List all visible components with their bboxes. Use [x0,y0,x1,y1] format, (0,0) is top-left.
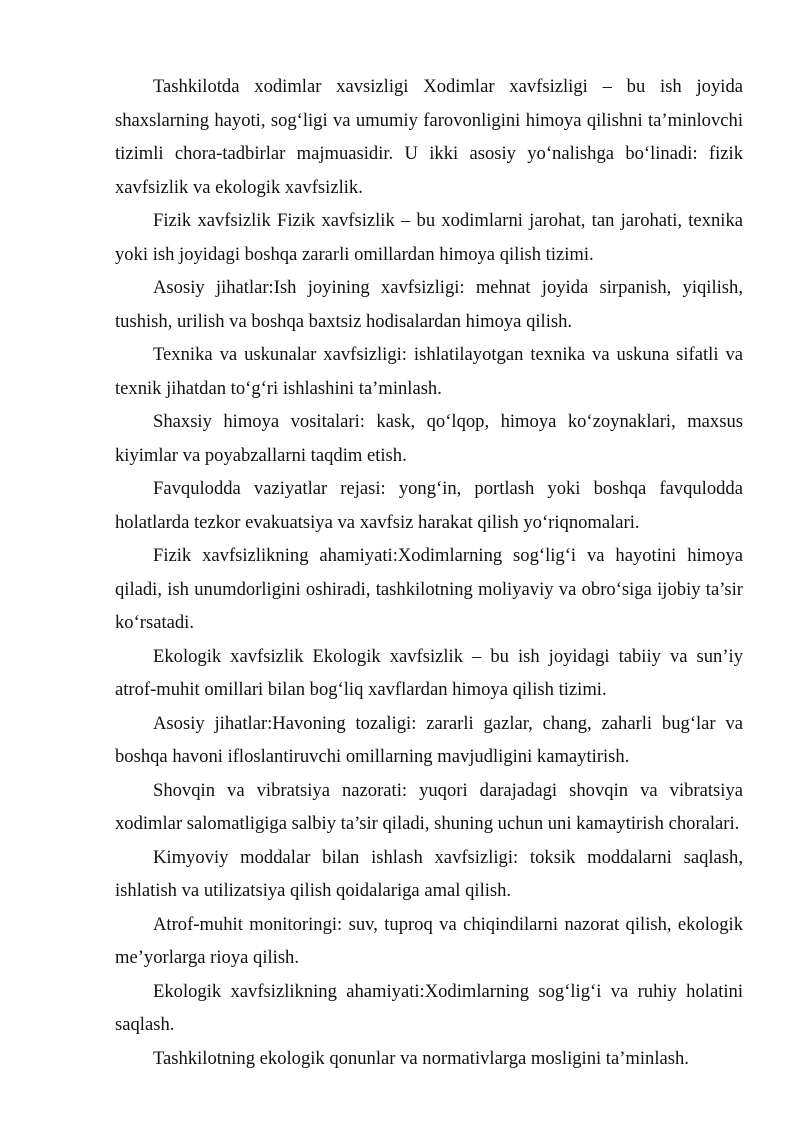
paragraph-environment-monitoring: Atrof-muhit monitoringi: suv, tuproq va chiqindilarni nazorat qilish, ekologik me’yorlarga rioya qilish. [115,913,743,968]
paragraph-protective-equipment: Shaxsiy himoya vositalari: kask, qo‘lqop, himoya ko‘zoynaklari, maxsus kiyimlar va poyabzallarni taqdim etish. [115,411,743,466]
paragraph-equipment-safety: Texnika va uskunalar xavfsizligi: ishlatilayotgan texnika va uskuna sifatli va texnik jihatdan to‘g‘ri ishlashini ta’minlash. [115,344,743,399]
paragraph-physical-importance: Fizik xavfsizlikning ahamiyati:Xodimlarning sog‘lig‘i va hayotini himoya qiladi, ish unumdorligini oshiradi, tashkilotning moliyaviy va obro‘siga ijobiy ta’sir ko‘rsatadi. [115,545,743,633]
paragraph-emergency-plan: Favqulodda vaziyatlar rejasi: yong‘in, portlash yoki boshqa favqulodda holatlarda tezkor evakuatsiya va xavfsiz harakat qilish yo‘riqnomalari. [115,478,743,533]
paragraph-chemical-safety: Kimyoviy moddalar bilan ishlash xavfsizligi: toksik moddalarni saqlash, ishlatish va utilizatsiya qilish qoidalariga amal qilish. [115,846,743,901]
document-page [115,70,743,1075]
paragraph-workplace-safety: Asosiy jihatlar:Ish joyining xavfsizligi: mehnat joyida sirpanish, yiqilish, tushish, urilish va boshqa baxtsiz hodisalardan himoya qilish. [115,277,743,332]
paragraph-physical-safety: Fizik xavfsizlik Fizik xavfsizlik – bu xodimlarni jarohat, tan jarohati, texnika yoki ish joyidagi boshqa zararli omillardan himoya qilish tizimi. [115,210,743,265]
paragraph-air-quality: Asosiy jihatlar:Havoning tozaligi: zararli gazlar, chang, zaharli bug‘lar va boshqa havoni ifloslantiruvchi omillarning mavjudligini kamaytirish. [115,712,743,767]
paragraph-ecological-safety: Ekologik xavfsizlik Ekologik xavfsizlik – bu ish joyidagi tabiiy va sun’iy atrof-muhit omillari bilan bog‘liq xavflardan himoya qilish tizimi. [115,645,743,700]
paragraph-noise-vibration: Shovqin va vibratsiya nazorati: yuqori darajadagi shovqin va vibratsiya xodimlar salomatligiga salbiy ta’sir qiladi, shuning uchun uni kamaytirish choralari. [115,779,743,834]
paragraph-compliance: Tashkilotning ekologik qonunlar va normativlarga mosligini ta’minlash. [153,1047,689,1069]
paragraph-intro: Tashkilotda xodimlar xavsizligi Xodimlar xavfsizligi – bu ish joyida shaxslarning hayoti, sog‘ligi va umumiy farovonligini himoya qilishni ta’minlovchi tizimli chora-tadbirlar majmuasidir. U ikki asosiy yo‘nalishga bo‘linadi: fizik xavfsizlik va ekologik xavfsizlik. [115,76,743,198]
paragraph-ecological-importance: Ekologik xavfsizlikning ahamiyati:Xodimlarning sog‘lig‘i va ruhiy holatini saqlash. [115,980,743,1035]
